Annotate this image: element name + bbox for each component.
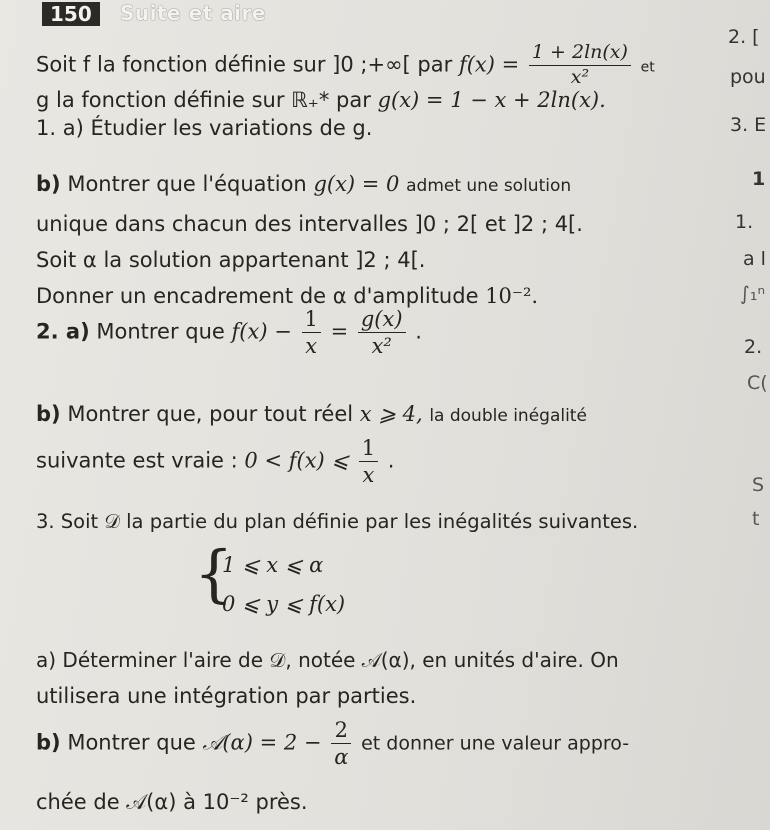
margin-fragment: 2. xyxy=(744,336,763,358)
q2a-label: 2. a) xyxy=(36,319,90,344)
q3b-line-1 xyxy=(36,718,629,769)
margin-fragment: 1 xyxy=(752,168,766,190)
alpha-definition: Soit α la solution appartenant ]2 ; 4[. xyxy=(36,248,426,272)
q1b-line-1 xyxy=(36,172,571,196)
margin-fragment: a l xyxy=(743,248,766,270)
f-lhs: f(x) = xyxy=(458,52,520,77)
margin-fragment: ∫₁ⁿ xyxy=(740,283,766,305)
q2b-fraction xyxy=(359,436,378,487)
intro-et: et xyxy=(640,59,655,76)
q1b-equation: g(x) = 0 xyxy=(313,172,400,196)
intro-line-2 xyxy=(36,88,606,112)
q2b-text-2: la double inégalité xyxy=(429,406,587,426)
q2a-lhs: f(x) − xyxy=(231,319,292,344)
q2a-text: Montrer que xyxy=(96,319,225,344)
margin-fragment: 1. xyxy=(735,211,754,233)
q3b-lhs: 𝒜(α) = 2 − xyxy=(202,730,322,755)
intro-line-1 xyxy=(36,42,655,89)
q2b-frac-den: x xyxy=(362,463,375,488)
q2b-text: Montrer que, pour tout réel xyxy=(67,402,354,426)
g-definition: g(x) = 1 − x + 2ln(x). xyxy=(377,88,606,112)
q3b-label: b) xyxy=(36,730,61,755)
q3-intro: 3. Soit 𝒟 la partie du plan définie par les inégalités suivantes. xyxy=(36,510,639,533)
q2b-line-2 xyxy=(36,436,394,487)
encadrement-line xyxy=(36,284,538,308)
system-brace: { xyxy=(194,537,234,610)
q1b-end: admet une solution xyxy=(406,176,572,196)
q2a-frac2-den: x² xyxy=(371,334,392,359)
q2a-end: . xyxy=(415,319,422,344)
q2a-frac1-num: 1 xyxy=(302,307,321,333)
f-fraction xyxy=(529,42,631,89)
q3a-line-1: a) Déterminer l'aire de 𝒟, notée 𝒜(α), en unités d'aire. On xyxy=(36,648,619,672)
f-numerator: 1 + 2ln(x) xyxy=(529,42,631,66)
q1b-line-2: unique dans chacun des intervalles ]0 ; 2[ et ]2 ; 4[. xyxy=(36,212,583,236)
q3b-frac-num: 2 xyxy=(331,718,351,744)
q2a-frac1-den: x xyxy=(305,334,318,359)
q2a-frac2-num: g(x) xyxy=(358,307,406,333)
q2a-equals: = xyxy=(330,319,349,344)
encadrement-value: 10⁻². xyxy=(485,284,539,308)
q3b-frac-den: α xyxy=(334,745,349,770)
exercise-number-badge: 150 xyxy=(42,2,100,26)
intro-text: Soit f la fonction définie sur ]0 ;+∞[ par xyxy=(36,52,453,77)
q2b-end: . xyxy=(387,448,395,473)
margin-fragment: 2. [ xyxy=(728,26,760,48)
encadrement-text: Donner un encadrement de α d'amplitude xyxy=(36,284,479,308)
g-domain-text: g la fonction définie sur ℝ₊* par xyxy=(36,88,371,112)
q3b-end: et donner une valeur appro- xyxy=(361,732,630,755)
q3b-line-2: chée de 𝒜(α) à 10⁻² près. xyxy=(36,790,308,814)
q1b-label: b) xyxy=(36,172,61,196)
q2b-inequality: 0 < f(x) ⩽ xyxy=(244,448,350,473)
system-line-1: 1 ⩽ x ⩽ α xyxy=(222,553,324,577)
q2b-label: b) xyxy=(36,402,61,426)
q2a-fraction-1 xyxy=(302,307,321,358)
q2a-line xyxy=(36,307,422,358)
q2b-text-3: suivante est vraie : xyxy=(36,448,238,473)
margin-fragment: C( xyxy=(747,372,768,394)
f-denominator: x² xyxy=(570,65,590,88)
exercise-title: Suite et aire xyxy=(120,1,266,25)
system-line-2: 0 ⩽ y ⩽ f(x) xyxy=(222,592,346,616)
margin-fragment: pou xyxy=(730,66,766,88)
margin-fragment: S xyxy=(752,474,765,496)
q2a-fraction-2 xyxy=(358,307,406,358)
q2b-line-1 xyxy=(36,402,587,426)
q3b-fraction xyxy=(331,718,351,769)
q1a: 1. a) Étudier les variations de g. xyxy=(36,116,373,140)
q3a-line-2: utilisera une intégration par parties. xyxy=(36,684,417,708)
q2b-condition: x ⩾ 4, xyxy=(359,402,423,426)
q3b-text: Montrer que xyxy=(67,730,196,755)
margin-fragment: 3. E xyxy=(730,114,767,136)
q1b-text: Montrer que l'équation xyxy=(67,172,307,196)
margin-fragment: t xyxy=(752,508,760,530)
q2b-frac-num: 1 xyxy=(359,436,378,462)
